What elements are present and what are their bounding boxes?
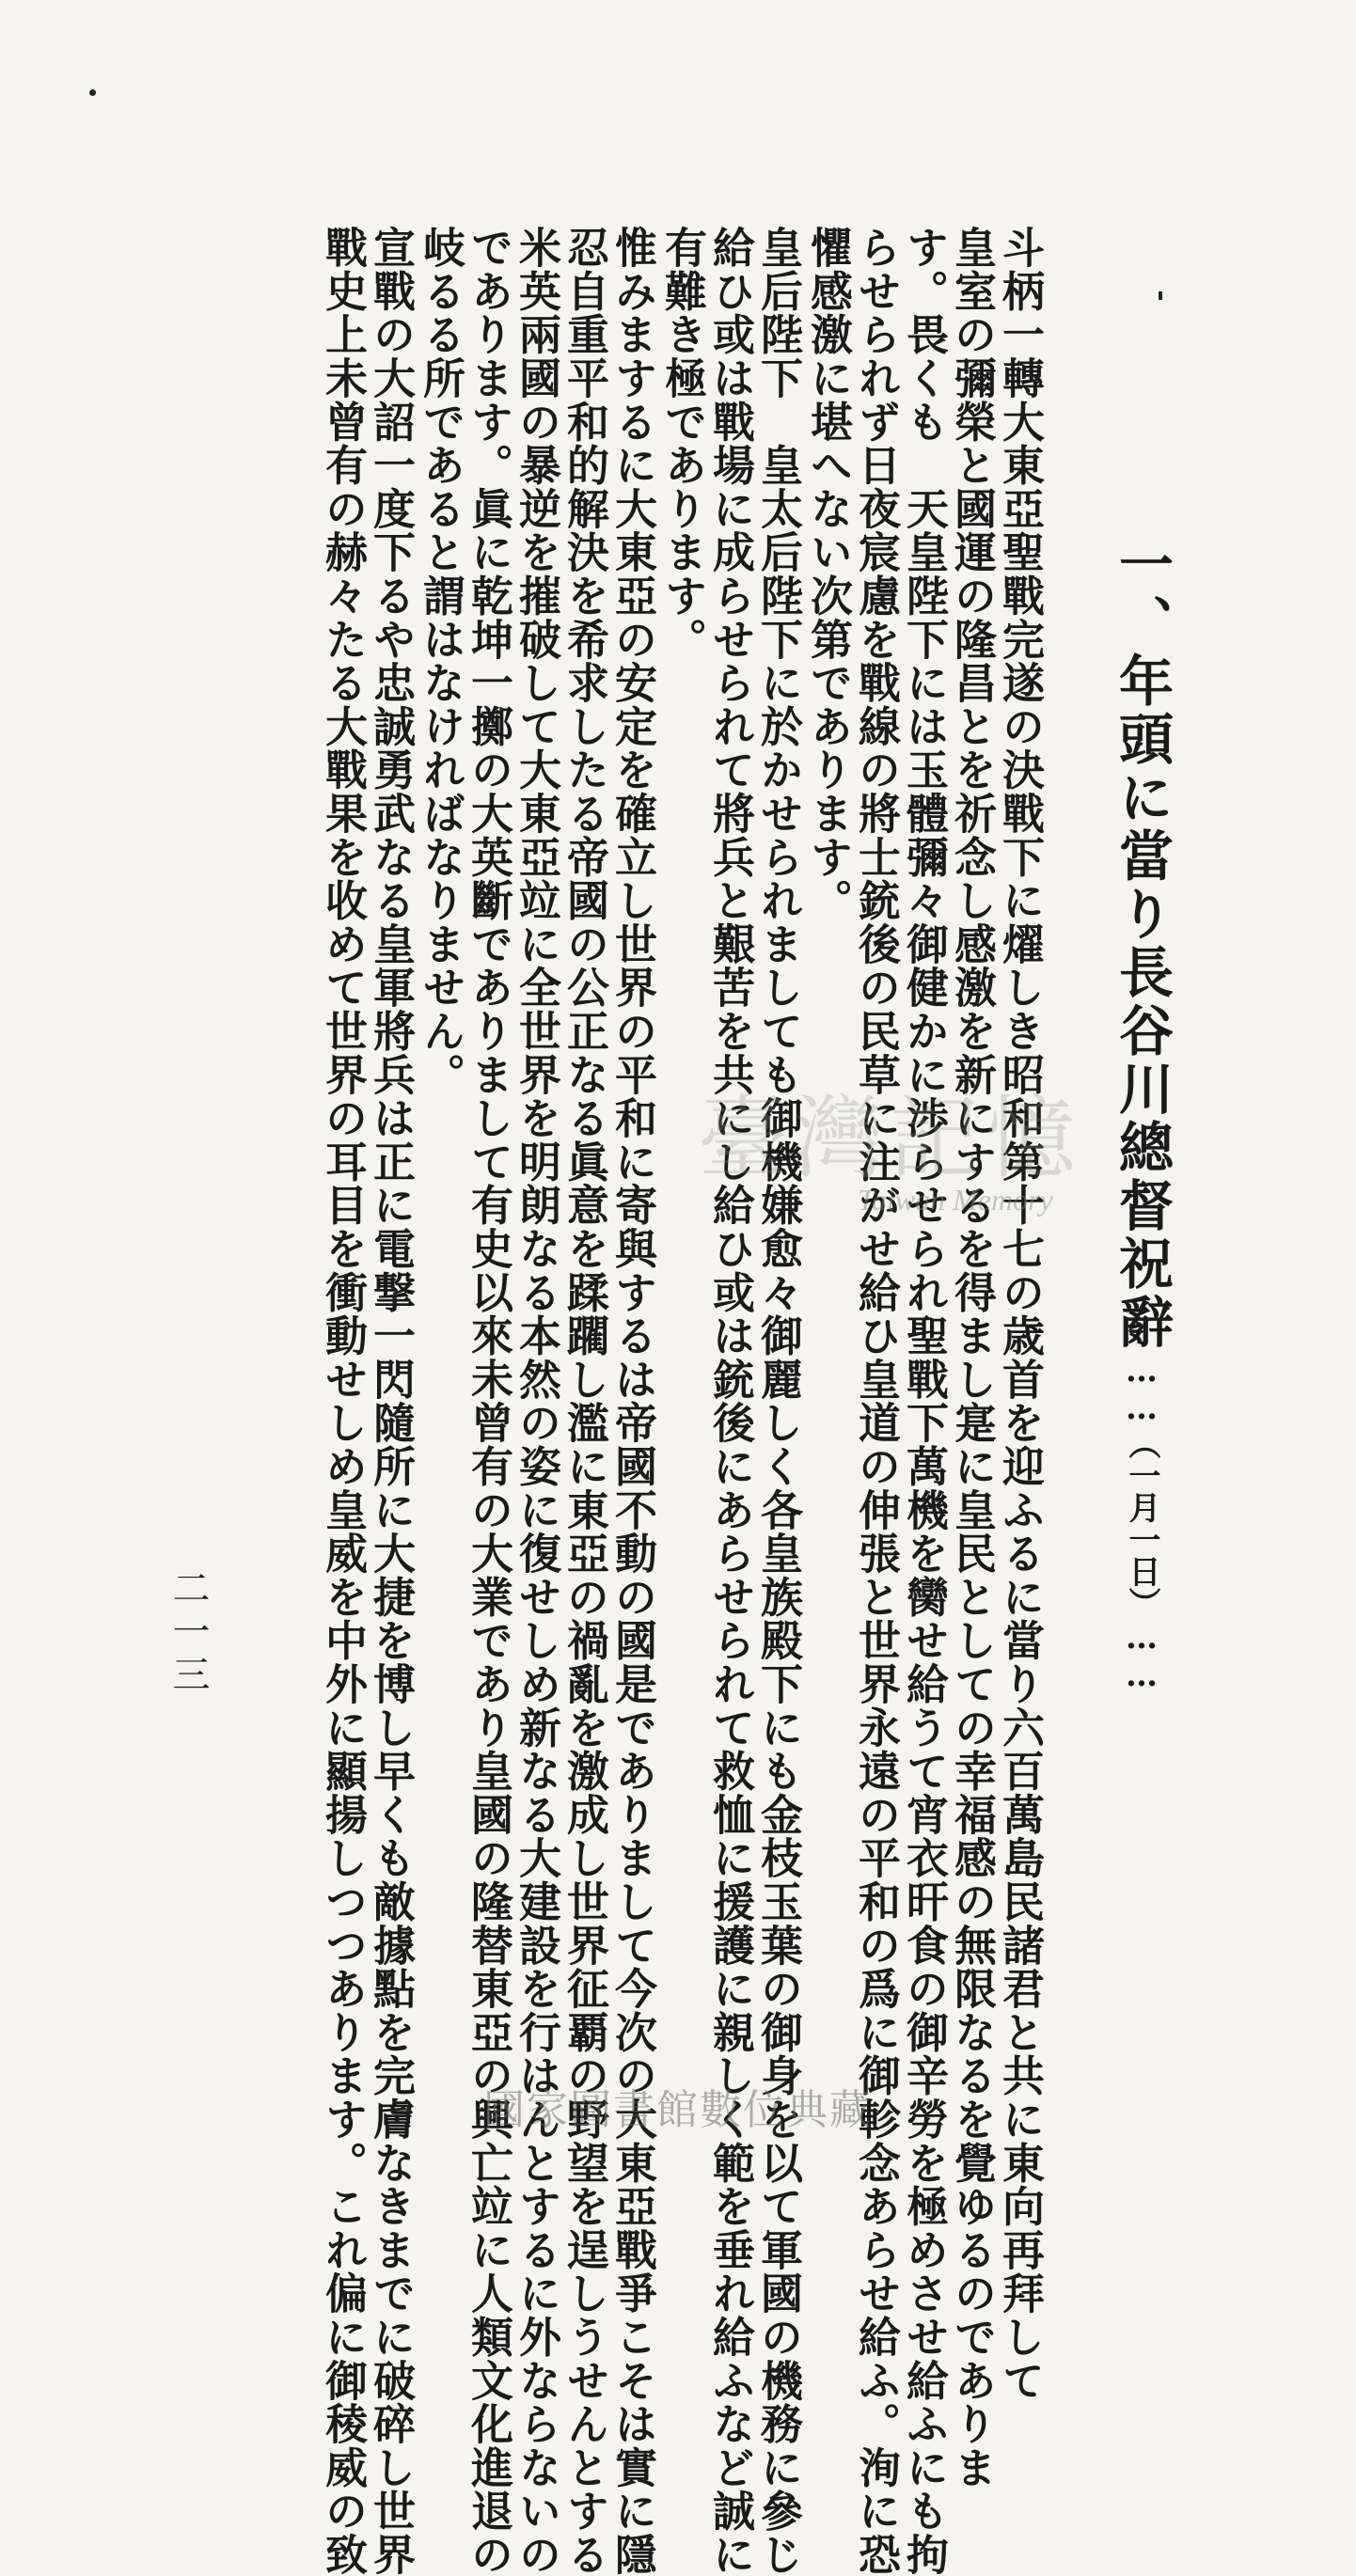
footer-credit: 國家圖書館數位典藏: [483, 2086, 873, 2134]
body-column-9: 惟みまするに大東亞の安定を確立し世界の平和に寄與するは帝國不動の國是でありまして今次の大東亞戰爭こそは實に隱: [607, 226, 657, 2576]
body-column-10: 忍自重平和的解決を希求したる帝國の公正なる眞意を蹂躙し濫に東亞の禍亂を激成し世界征覇の野望を逞しうせんとする: [560, 226, 609, 2576]
body-column-3: す。畏くも 天皇陛下には玉體彌々御健かに渉らせられ聖戰下萬機を臠せ給うて宵衣旰食の御辛勞を極めさせ給ふにも拘: [899, 226, 949, 2576]
ink-mark: [1159, 291, 1162, 300]
body-column-13: 岐るる所であると謂はなければなりません。: [416, 226, 465, 1096]
body-column-7: 給ひ或は戰場に成らせられて將兵と艱苦を共にし給ひ或は銃後にあらせられて救恤に援護に親しく範を垂れ給ふなど誠に: [705, 226, 755, 2576]
body-column-4: らせられず日夜宸慮を戰線の將士銃後の民草に注がせ給ひ皇道の伸張と世界永遠の平和の爲に御軫念あらせ給ふ。洵に恐: [851, 226, 901, 2576]
watermark-cjk: 臺灣記憶: [698, 1086, 1081, 1191]
body-column-8: 有難き極であります。: [657, 226, 707, 661]
body-column-14: 宣戰の大詔一度下るや忠誠勇武なる皇軍將兵は正に電撃一閃隨所に大捷を博し早くも敵據點を完膚なきまでに破碎し世界: [366, 226, 416, 2576]
watermark-en: Taiwan Memory: [858, 1183, 1053, 1217]
body-column-2: 皇室の彌榮と國運の隆昌とを祈念し感激を新にするを得まし寔に皇民としての幸福感の無限なるを覺ゆるのでありま: [947, 226, 997, 2490]
body-column-6: 皇后陛下 皇太后陛下に於かせられましても御機嫌愈々御麗しく各皇族殿下にも金枝玉葉の御身を以て軍國の機務に參じ: [753, 226, 803, 2576]
body-column-5: 懼感激に堪へない次第であります。: [803, 226, 853, 922]
body-column-15: 戰史上未曾有の赫々たる大戰果を收めて世界の耳目を衝動せしめ皇威を中外に顯揚しつつあります。これ偏に御稜威の致: [318, 226, 368, 2576]
page-number: 二一三: [166, 1568, 210, 1698]
body-column-12: であります。眞に乾坤一擲の大英斷でありまして有史以來未曾有の大業であり皇國の隆替東亞の興亡竝に人類文化進退の: [464, 226, 513, 2576]
title-date: ……（一月一日）……: [1123, 1352, 1160, 1694]
body-column-11: 米英兩國の暴逆を摧破して大東亞竝に全世界を明朗なる本然の姿に復せしめ新なる大建設を行はんとするに外ならないの: [512, 226, 561, 2576]
page-title: [1110, 536, 1174, 1694]
title-main: 一、年頭に當り長谷川總督祝辭: [1110, 536, 1174, 1352]
body-column-1: 斗柄一轉大東亞聖戰完遂の決戰下に燿しき昭和第十七の歳首を迎ふるに當り六百萬島民諸君と共に東向再拜して: [995, 226, 1045, 2402]
ink-dot: [89, 89, 96, 96]
